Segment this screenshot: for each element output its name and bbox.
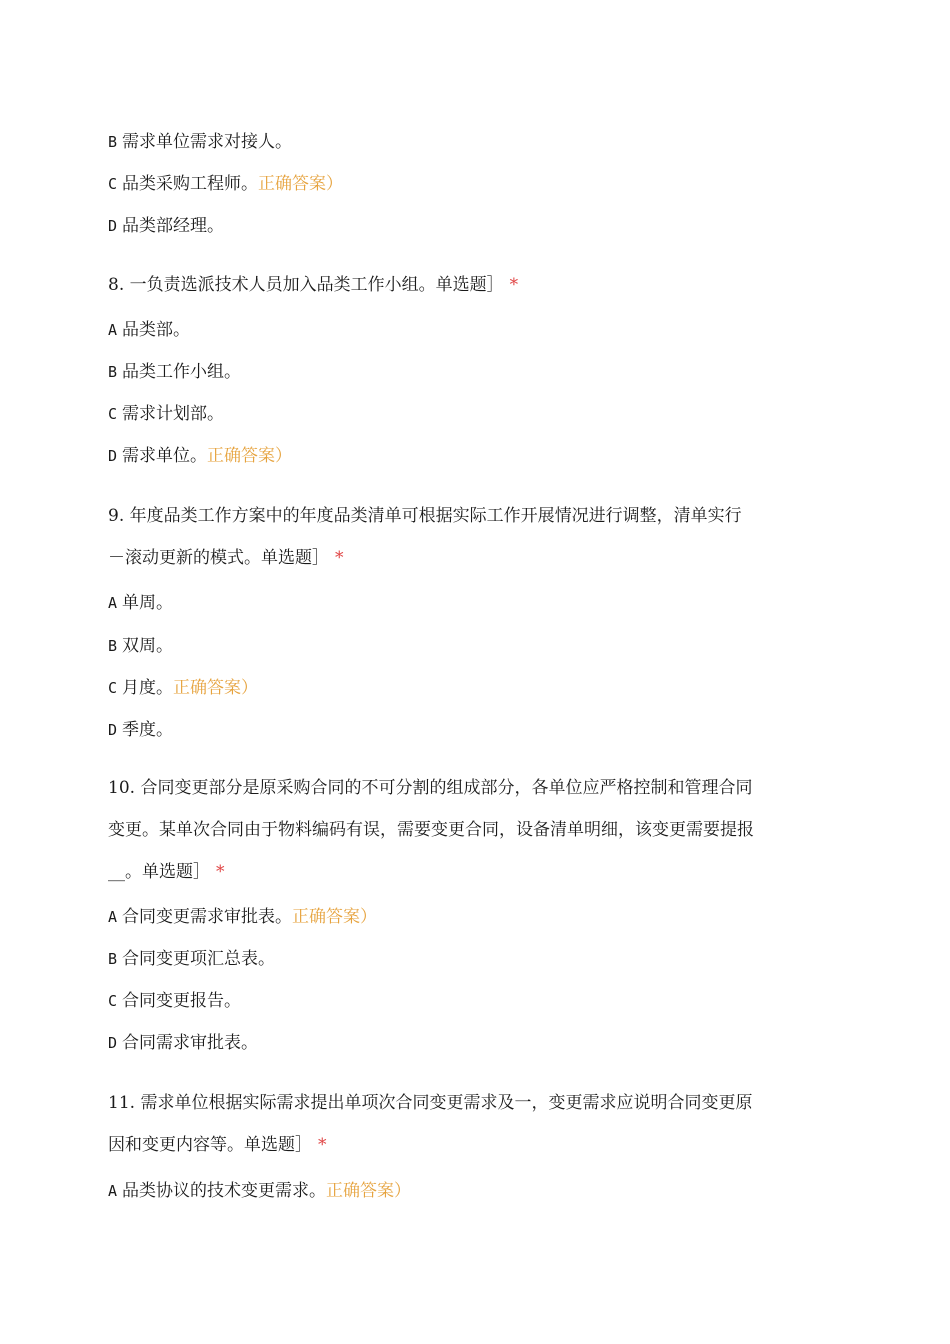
- correct-answer-label: 正确答案）: [207, 446, 292, 466]
- option-text: 需求单位需求对接人。: [122, 132, 292, 152]
- option-letter: A: [108, 321, 118, 339]
- option-letter: A: [108, 594, 118, 612]
- option-text: 季度。: [122, 720, 173, 740]
- option-b-q9: [108, 634, 173, 658]
- option-letter: B: [108, 363, 118, 381]
- option-text: 需求单位。: [122, 446, 207, 466]
- question-text: 因和变更内容等。单选题］: [108, 1135, 312, 1155]
- question-text: －滚动更新的模式。单选题］: [108, 548, 329, 568]
- option-text: 品类协议的技术变更需求。: [122, 1181, 326, 1201]
- option-letter: A: [108, 908, 118, 926]
- question-11-title-line2: [108, 1133, 327, 1157]
- question-text: 9. 年度品类工作方案中的年度品类清单可根据实际工作开展情况进行调整，清单实行: [108, 506, 742, 526]
- option-letter: D: [108, 721, 118, 739]
- option-c-q10: [108, 989, 241, 1013]
- option-letter: A: [108, 1182, 118, 1200]
- question-10-title-line1: [108, 776, 752, 800]
- option-text: 品类部经理。: [122, 216, 224, 236]
- option-text: 月度。: [122, 678, 173, 698]
- option-b-q10: [108, 947, 275, 971]
- option-letter: C: [108, 679, 118, 697]
- option-a-q11: [108, 1179, 411, 1203]
- required-star-icon: *: [335, 548, 344, 568]
- option-c-q7: [108, 172, 343, 196]
- option-text: 合同变更项汇总表。: [122, 949, 275, 969]
- question-text: 8. 一负责选派技术人员加入品类工作小组。单选题］: [108, 275, 504, 295]
- question-8-title: [108, 273, 518, 297]
- option-letter: D: [108, 217, 118, 235]
- option-text: 合同变更需求审批表。: [122, 907, 292, 927]
- option-letter: D: [108, 1034, 118, 1052]
- option-letter: C: [108, 992, 118, 1010]
- option-a-q9: [108, 591, 173, 615]
- question-10-title-line2: [108, 818, 754, 842]
- question-text: 11. 需求单位根据实际需求提出单项次合同变更需求及一，变更需求应说明合同变更原: [108, 1093, 753, 1113]
- required-star-icon: *: [318, 1135, 327, 1155]
- question-10-title-line3: [108, 860, 225, 884]
- option-text: 品类部。: [122, 320, 190, 340]
- correct-answer-label: 正确答案）: [258, 174, 343, 194]
- option-b-q7: [108, 130, 292, 154]
- option-d-q9: [108, 718, 173, 742]
- option-text: 合同变更报告。: [122, 991, 241, 1011]
- option-a-q10: [108, 905, 377, 929]
- option-letter: D: [108, 447, 118, 465]
- option-letter: B: [108, 950, 118, 968]
- required-star-icon: *: [509, 275, 519, 295]
- option-letter: C: [108, 175, 118, 193]
- question-9-title-line1: [108, 504, 742, 528]
- option-c-q8: [108, 402, 224, 426]
- option-d-q10: [108, 1031, 258, 1055]
- option-d-q7: [108, 214, 224, 238]
- question-text: __。单选题］: [108, 862, 210, 882]
- correct-answer-label: 正确答案）: [326, 1181, 411, 1201]
- required-star-icon: *: [216, 862, 225, 882]
- option-letter: B: [108, 637, 118, 655]
- option-text: 双周。: [122, 636, 173, 656]
- option-c-q9: [108, 676, 258, 700]
- option-text: 品类采购工程师。: [122, 174, 258, 194]
- option-text: 合同需求审批表。: [122, 1033, 258, 1053]
- option-letter: C: [108, 405, 118, 423]
- option-b-q8: [108, 360, 241, 384]
- option-text: 单周。: [122, 593, 173, 613]
- question-text: 10. 合同变更部分是原采购合同的不可分割的组成部分，各单位应严格控制和管理合同: [108, 778, 753, 798]
- option-a-q8: [108, 318, 190, 342]
- option-text: 需求计划部。: [122, 404, 224, 424]
- option-letter: B: [108, 133, 118, 151]
- question-text: 变更。某单次合同由于物料编码有误，需要变更合同，设备清单明细，该变更需要提报: [108, 820, 754, 840]
- correct-answer-label: 正确答案）: [173, 678, 258, 698]
- question-9-title-line2: [108, 546, 344, 570]
- question-11-title-line1: [108, 1091, 752, 1115]
- option-text: 品类工作小组。: [122, 362, 241, 382]
- correct-answer-label: 正确答案）: [292, 907, 377, 927]
- option-d-q8: [108, 444, 292, 468]
